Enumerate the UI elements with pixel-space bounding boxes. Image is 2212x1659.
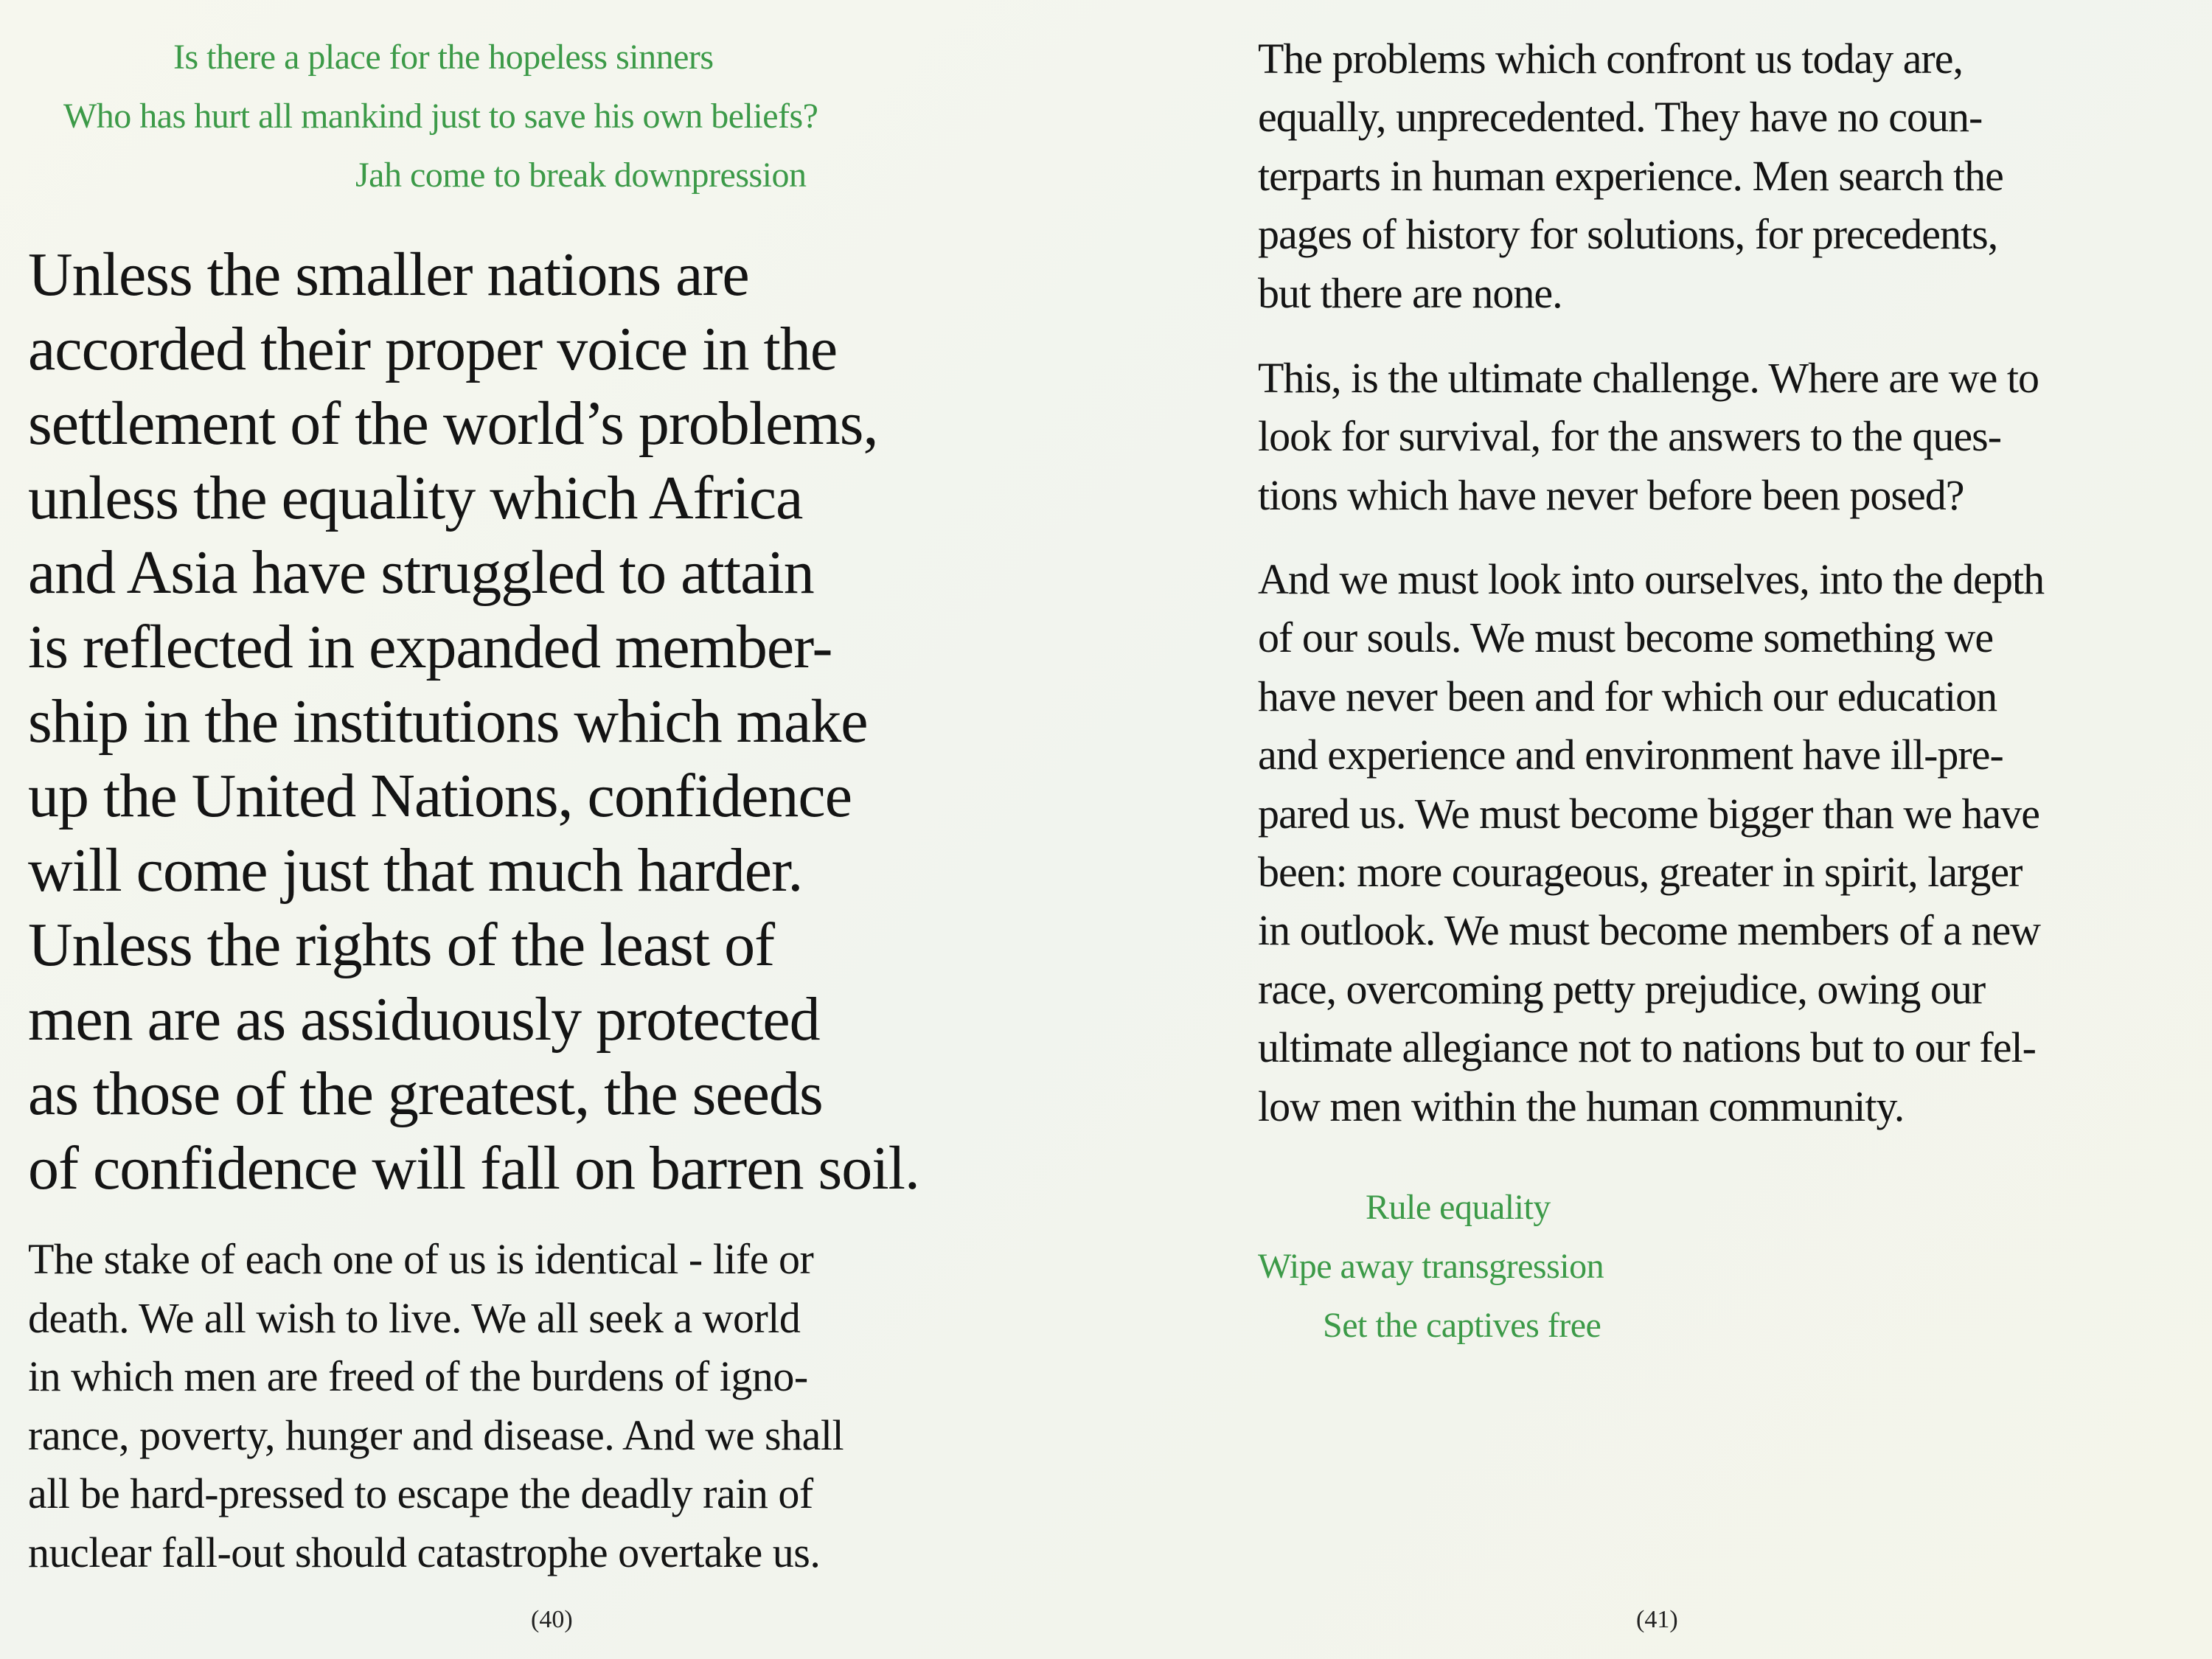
page-number-left: (40)	[531, 1606, 573, 1633]
text-line: race, overcoming petty prejudice, owing our	[1258, 964, 1986, 1013]
text-line: equally, unprecedented. They have no coun-	[1258, 93, 1983, 142]
text-line: is reflected in expanded member-	[28, 613, 832, 681]
text-line: low men within the human community.	[1258, 1082, 1905, 1130]
page-number-right: (41)	[1636, 1606, 1678, 1633]
text-line: up the United Nations, confidence	[28, 762, 852, 830]
text-line: Unless the smaller nations are	[28, 240, 749, 309]
overlay-rule-equality: Rule equality	[1366, 1188, 1551, 1227]
right-paragraph-3	[1258, 550, 2044, 1135]
overlay-jah-come: Jah come to break downpression	[355, 156, 807, 195]
text-line: Unless the rights of the least of	[28, 911, 775, 979]
text-line: accorded their proper voice in the	[28, 315, 838, 383]
text-line: nuclear fall-out should catastrophe overtake us.	[28, 1528, 821, 1576]
text-line: terparts in human experience. Men search the	[1258, 151, 2003, 200]
overlay-who-has-hurt: Who has hurt all mankind just to save his own beliefs?	[63, 97, 818, 136]
text-line: have never been and for which our education	[1258, 672, 1997, 720]
text-line: been: more courageous, greater in spirit, larger	[1258, 848, 2023, 897]
text-line: in which men are freed of the burdens of igno-	[28, 1352, 808, 1401]
text-line: and Asia have struggled to attain	[28, 538, 814, 607]
text-line: of our souls. We must become something we	[1258, 613, 1994, 662]
text-line: ship in the institutions which make	[28, 687, 868, 756]
text-line: in outlook. We must become members of a new	[1258, 906, 2041, 955]
text-line: unless the equality which Africa	[28, 464, 803, 532]
left-pull-quote	[28, 237, 919, 1206]
text-line: The stake of each one of us is identical - life or	[28, 1235, 814, 1283]
text-line: The problems which confront us today are,	[1258, 35, 1963, 83]
text-line: all be hard-pressed to escape the deadly rain of	[28, 1470, 813, 1518]
text-line: as those of the greatest, the seeds	[28, 1060, 823, 1128]
text-line: and experience and environment have ill-pre-	[1258, 731, 2003, 779]
text-line: but there are none.	[1258, 268, 1562, 317]
right-paragraph-1	[1258, 29, 2003, 322]
text-line: men are as assiduously protected	[28, 985, 820, 1054]
text-line: ultimate allegiance not to nations but to our fel-	[1258, 1023, 2036, 1072]
right-paragraph-2	[1258, 349, 2039, 524]
overlay-wipe-away: Wipe away transgression	[1258, 1247, 1604, 1286]
text-line: look for survival, for the answers to the ques-	[1258, 412, 2002, 461]
text-line: of confidence will fall on barren soil.	[28, 1134, 919, 1203]
text-line: death. We all wish to live. We all seek a world	[28, 1293, 801, 1342]
text-line: will come just that much harder.	[28, 836, 803, 905]
text-line: rance, poverty, hunger and disease. And we shall	[28, 1411, 844, 1459]
text-line: This, is the ultimate challenge. Where are we to	[1258, 354, 2039, 402]
text-line: settlement of the world’s problems,	[28, 389, 878, 458]
text-line: pared us. We must become bigger than we have	[1258, 789, 2039, 838]
text-line: tions which have never before been posed?	[1258, 470, 1964, 519]
overlay-captives-free: Set the captives free	[1323, 1306, 1601, 1345]
text-line: And we must look into ourselves, into the depth	[1258, 555, 2045, 603]
left-paragraph	[28, 1230, 844, 1582]
overlay-hopeless-sinners: Is there a place for the hopeless sinners	[173, 38, 714, 77]
text-line: pages of history for solutions, for precedents,	[1258, 210, 1998, 259]
